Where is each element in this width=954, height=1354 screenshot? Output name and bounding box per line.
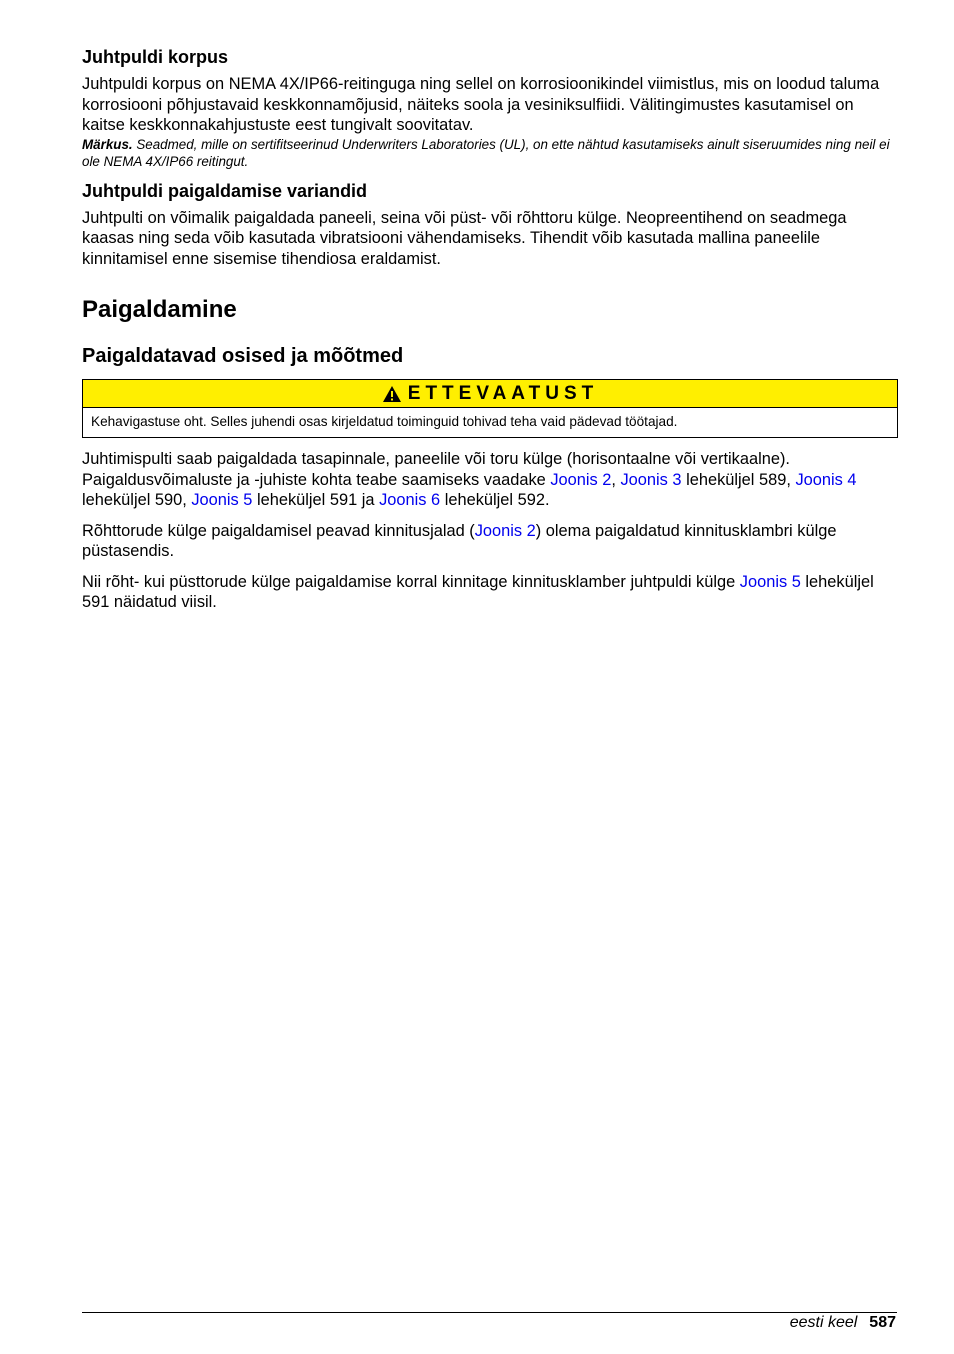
- warning-triangle-icon: [382, 385, 402, 403]
- subsection-title: Paigaldatavad osised ja mõõtmed: [82, 345, 404, 367]
- install-paragraph-3: [82, 572, 897, 613]
- note: [82, 136, 897, 170]
- note-text: Seadmed, mille on sertifitseerinud Underwriters Laboratories (UL), on ette nähtud kasutamiseks ainult siseruumides ning neil ei ole NEMA 4X/IP66 reitingut.: [82, 136, 890, 169]
- footer-language: eesti keel: [789, 1314, 858, 1331]
- link-joonis-6[interactable]: Joonis 6: [379, 491, 441, 509]
- chapter-title: Paigaldamine: [82, 296, 237, 323]
- section-heading-variandid: Juhtpuldi paigaldamise variandid: [82, 180, 368, 201]
- install-paragraph-2: [82, 521, 897, 562]
- caution-header: [83, 380, 897, 408]
- text-run: leheküljel 591 näidatud viisil.: [82, 572, 874, 611]
- caution-box: [82, 379, 898, 438]
- link-joonis-3[interactable]: Joonis 3: [620, 470, 682, 489]
- install-paragraph-1: [82, 449, 897, 511]
- caution-text: Kehavigastuse oht. Selles juhendi osas kirjeldatud toiminguid tohivad teha vaid pädevad töötajad.: [91, 414, 678, 429]
- text-run: ,: [611, 470, 621, 489]
- link-joonis-4[interactable]: Joonis 4: [795, 470, 857, 489]
- link-joonis-2[interactable]: Joonis 2: [474, 521, 536, 540]
- page-footer: [790, 1313, 896, 1333]
- caution-label: ETTEVAATUST: [407, 382, 599, 404]
- note-label: Märkus.: [82, 136, 133, 152]
- link-joonis-5[interactable]: Joonis 5: [739, 572, 801, 591]
- text-run: leheküljel 592.: [440, 491, 550, 509]
- text-run: Nii rõht- kui püsttorude külge paigaldamise korral kinnitage kinnitusklamber juhtpuldi külge: [82, 572, 740, 591]
- text-run: leheküljel 590,: [82, 491, 192, 509]
- page-number: 587: [869, 1314, 896, 1331]
- text-run: Rõhttorude külge paigaldamisel peavad kinnitusjalad (: [82, 521, 475, 540]
- section-heading-korpus: Juhtpuldi korpus: [82, 47, 228, 67]
- link-joonis-2[interactable]: Joonis 2: [550, 470, 612, 489]
- page-content: [82, 46, 897, 613]
- text-run: ) olema paigaldatud kinnitusklambri külge püstasendis.: [82, 521, 837, 560]
- text-run: Juhtimispulti saab paigaldada tasapinnale, paneelile või toru külge (horisontaalne või vertikaalne). Paigaldusvõimaluste ja -juhiste kohta teabe saamiseks vaadake: [82, 450, 790, 489]
- section-paragraph-variandid: Juhtpulti on võimalik paigaldada paneeli, seina või püst- või rõhttoru külge. Neopreentihend on seadmega kaasas ning seda võib kasutada vibratsiooni vähendamiseks. Tihendit võib kasutada mallina paneelile kinnitamisel enne sisemise tihendiosa eraldamist.: [82, 208, 847, 268]
- link-joonis-5[interactable]: Joonis 5: [191, 491, 253, 509]
- footer-divider: [82, 1312, 897, 1313]
- text-run: leheküljel 591 ja: [252, 491, 380, 509]
- section-paragraph-korpus: Juhtpuldi korpus on NEMA 4X/IP66-reitinguga ning sellel on korrosioonikindel viimistlus, mis on loodud taluma korrosiooni põhjustavaid keskkonnamõjusid, näiteks soola ja vesiniksulfiidi. Välitingimustes kasutamisel on kaitse keskkonnakahjustuste eest tungivalt soovitatav.: [82, 75, 880, 134]
- text-run: leheküljel 589,: [681, 470, 796, 489]
